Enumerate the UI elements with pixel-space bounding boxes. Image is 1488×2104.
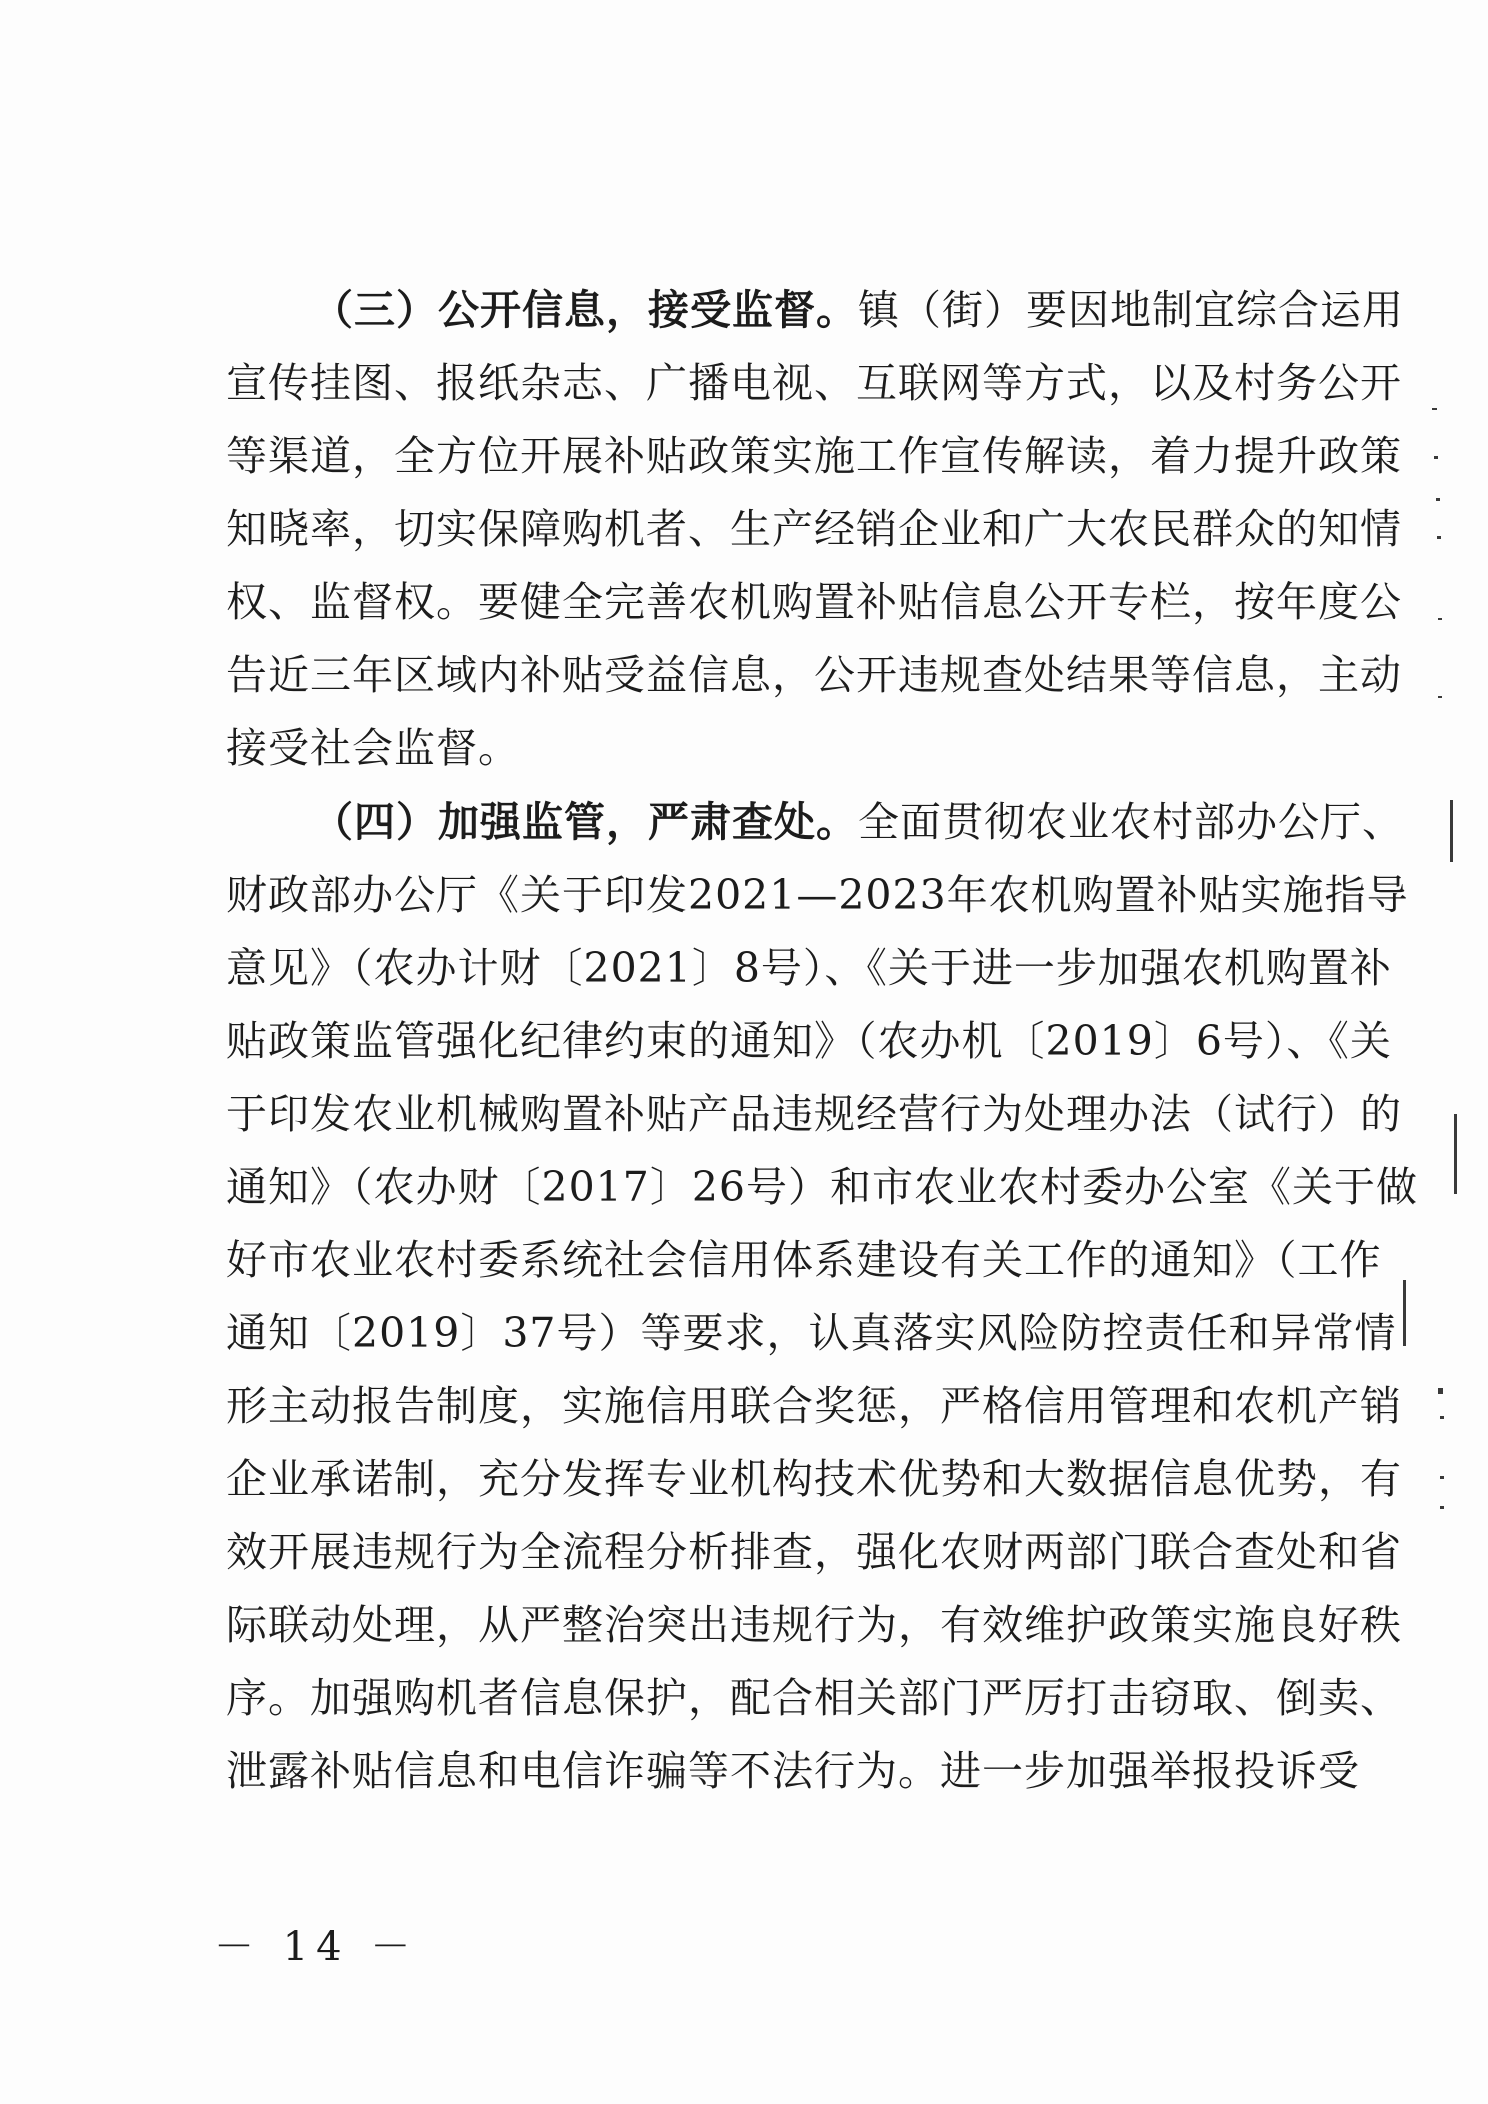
- scan-mark: [1440, 1416, 1444, 1419]
- section4-line-8: 通知〔2019〕37号）等要求，认真落实风险防控责任和异常情: [226, 1309, 1397, 1357]
- section3-line-5: 权、监督权。要健全完善农机购置补贴信息公开专栏，按年度公: [226, 578, 1402, 626]
- scan-mark: [1434, 456, 1438, 459]
- section4-line-12: 际联动处理，从严整治突出违规行为，有效维护政策实施良好秩: [226, 1601, 1402, 1649]
- section4-line-3: 意见》（农办计财〔2021〕8号）、《关于进一步加强农机购置补: [226, 944, 1392, 992]
- section3-line-7: 接受社会监督。: [226, 724, 520, 772]
- scan-mark: [1450, 800, 1453, 862]
- section4-line-14: 泄露补贴信息和电信诈骗等不法行为。进一步加强举报投诉受: [226, 1747, 1360, 1795]
- scan-mark: [1438, 1388, 1443, 1394]
- scan-mark: [1403, 1280, 1406, 1346]
- section4-line-1: [312, 796, 1404, 848]
- scan-mark: [1436, 498, 1440, 501]
- section4-line-9: 形主动报告制度，实施信用联合奖惩，严格信用管理和农机产销: [226, 1382, 1402, 1430]
- section4-line-2: 财政部办公厅《关于印发2021—2023年农机购置补贴实施指导: [226, 871, 1409, 919]
- section3-line-6: 告近三年区域内补贴受益信息，公开违规查处结果等信息，主动: [226, 651, 1402, 699]
- section3-line-2: 宣传挂图、报纸杂志、广播电视、互联网等方式，以及村务公开: [226, 359, 1402, 407]
- scan-mark: [1440, 1506, 1444, 1509]
- scan-mark: [1437, 536, 1441, 539]
- section4-line-5: 于印发农业机械购置补贴产品违规经营行为处理办法（试行）的: [226, 1090, 1402, 1138]
- scan-mark: [1432, 408, 1437, 410]
- section4-line-11: 效开展违规行为全流程分析排查，强化农财两部门联合查处和省: [226, 1528, 1402, 1576]
- section4-line-6: 通知》（农办财〔2017〕26号）和市农业农村委办公室《关于做: [226, 1163, 1419, 1211]
- section3-line-4: 知晓率，切实保障购机者、生产经销企业和广大农民群众的知情: [226, 505, 1402, 553]
- scan-mark: [1438, 618, 1442, 620]
- scan-mark: [1440, 1476, 1444, 1479]
- section3-line-1: [312, 284, 1404, 336]
- section3-first-text: 镇（街）要因地制宜综合运用: [858, 286, 1404, 334]
- section4-line-4: 贴政策监管强化纪律约束的通知》（农办机〔2019〕6号）、《关: [226, 1017, 1392, 1065]
- section4-heading: （四）加强监管，严肃查处。: [312, 798, 858, 846]
- section3-line-3: 等渠道，全方位开展补贴政策实施工作宣传解读，着力提升政策: [226, 432, 1402, 480]
- section4-first-text: 全面贯彻农业农村部办公厅、: [858, 798, 1404, 846]
- section4-line-7: 好市农业农村委系统社会信用体系建设有关工作的通知》（工作: [226, 1236, 1382, 1284]
- scan-mark: [1454, 1114, 1457, 1194]
- page-number: － 14 －: [214, 1924, 419, 1970]
- section4-line-13: 序。加强购机者信息保护，配合相关部门严厉打击窃取、倒卖、: [226, 1674, 1402, 1722]
- section4-line-10: 企业承诺制，充分发挥专业机构技术优势和大数据信息优势，有: [226, 1455, 1402, 1503]
- section3-heading: （三）公开信息，接受监督。: [312, 286, 858, 334]
- scan-mark: [1438, 696, 1442, 698]
